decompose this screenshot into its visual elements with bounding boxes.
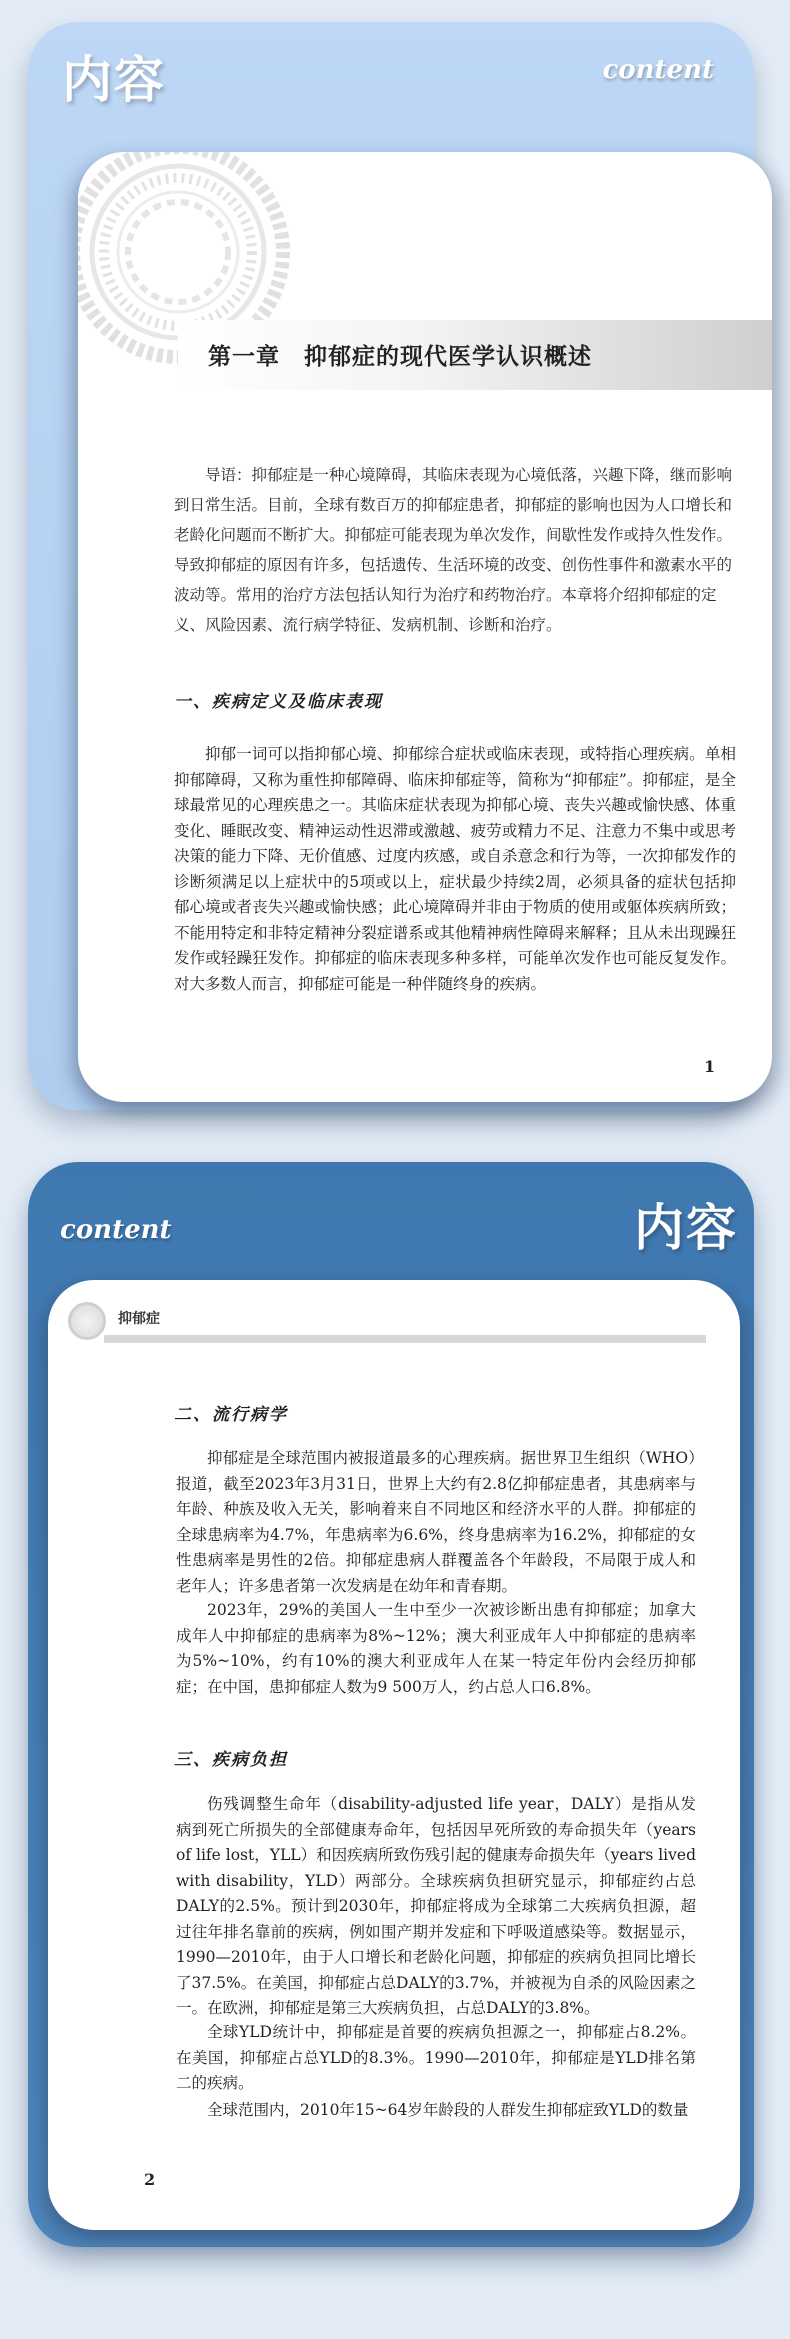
body-paragraph: 全球范围内，2010年15~64岁年龄段的人群发生抑郁症致YLD的数量	[207, 2101, 689, 2119]
running-head-ornament-icon	[68, 1302, 106, 1340]
section-title: 二、流行病学	[174, 1405, 288, 1425]
section-title: 一、疾病定义及临床表现	[174, 692, 383, 712]
body-paragraph: 2023年，29%的美国人一生中至少一次被诊断出患有抑郁症；加拿大成年人中抑郁症的患病率为8%~12%；澳大利亚成年人中抑郁症的患病率为5%~10%，约有10%的澳大利亚成年人在某一特定年份内会经历抑郁症；在中国，患抑郁症人数为9 500万人，约占总人口6.8%。	[176, 1601, 696, 1696]
section-title: 三、疾病负担	[174, 1750, 288, 1770]
running-head-rule	[104, 1335, 706, 1343]
header-subtitle: content	[60, 1215, 172, 1245]
chapter-title: 第一章 抑郁症的现代医学认识概述	[208, 343, 592, 370]
running-head-label: 抑郁症	[118, 1311, 160, 1327]
header-title: 内容	[62, 50, 166, 109]
page-number: 2	[144, 2170, 156, 2189]
body-paragraph: 伤残调整生命年（disability-adjusted life year，DALY）是指从发病到死亡所损失的全部健康寿命年，包括因早死所致的寿命损失年（years of life lost，YLL）和因疾病所致伤残引起的健康寿命损失年（years lived with disability，YLD）两部分。全球疾病负担研究显示，抑郁症约占总DALY的2.5%。预计到2030年，抑郁症将成为全球第二大疾病负担源，超过往年排名靠前的疾病，例如围产期并发症和下呼吸道感染等。数据显示，1990—2010年，由于人口增长和老龄化问题，抑郁症的疾病负担同比增长了37.5%。在美国，抑郁症占总DALY的3.7%，并被视为自杀的风险因素之一。在欧洲，抑郁症是第三大疾病负担，占总DALY的3.8%。	[176, 1795, 696, 2017]
page-sheet-2	[48, 1280, 740, 2230]
page-number: 1	[704, 1057, 716, 1076]
body-paragraph: 抑郁一词可以指抑郁心境、抑郁综合症状或临床表现，或特指心理疾病。单相抑郁障碍，又称为重性抑郁障碍、临床抑郁症等，简称为“抑郁症”。抑郁症，是全球最常见的心理疾患之一。其临床症状表现为抑郁心境、丧失兴趣或愉快感、体重变化、睡眠改变、精神运动性迟滞或激越、疲劳或精力不足、注意力不集中或思考决策的能力下降、无价值感、过度内疚感，或自杀意念和行为等，一次抑郁发作的诊断须满足以上症状中的5项或以上，症状最少持续2周，必须具备的症状包括抑郁心境或者丧失兴趣或愉快感；此心境障碍并非由于物质的使用或躯体疾病所致；不能用特定和非特定精神分裂症谱系或其他精神病性障碍来解释；且从未出现躁狂发作或轻躁狂发作。抑郁症的临床表现多种多样，可能单次发作也可能反复发作。对大多数人而言，抑郁症可能是一种伴随终身的疾病。	[174, 745, 736, 993]
page-panel-1	[28, 22, 754, 1110]
header-title: 内容	[634, 1198, 738, 1257]
page-sheet-1	[78, 152, 772, 1102]
body-paragraph: 全球YLD统计中，抑郁症是首要的疾病负担源之一，抑郁症占8.2%。在美国，抑郁症占总YLD的8.3%。1990—2010年，抑郁症是YLD排名第二的疾病。	[176, 2023, 696, 2092]
body-paragraph: 抑郁症是全球范围内被报道最多的心理疾病。据世界卫生组织（WHO）报道，截至2023年3月31日，世界上大约有2.8亿抑郁症患者，其患病率与年龄、种族及收入无关，影响着来自不同地区和经济水平的人群。抑郁症的全球患病率为4.7%，年患病率为6.6%，终身患病率为16.2%，抑郁症的女性患病率是男性的2倍。抑郁症患病人群覆盖各个年龄段，不局限于成人和老年人；许多患者第一次发病是在幼年和青春期。	[176, 1449, 696, 1595]
running-head	[68, 1302, 708, 1342]
chapter-intro: 导语：抑郁症是一种心境障碍，其临床表现为心境低落，兴趣下降，继而影响到日常生活。目前，全球有数百万的抑郁症患者，抑郁症的影响也因为人口增长和老龄化问题而不断扩大。抑郁症可能表现为单次发作，间歇性发作或持久性发作。导致抑郁症的原因有许多，包括遗传、生活环境的改变、创伤性事件和激素水平的波动等。常用的治疗方法包括认知行为治疗和药物治疗。本章将介绍抑郁症的定义、风险因素、流行病学特征、发病机制、诊断和治疗。	[174, 466, 733, 634]
header-subtitle: content	[602, 55, 714, 85]
